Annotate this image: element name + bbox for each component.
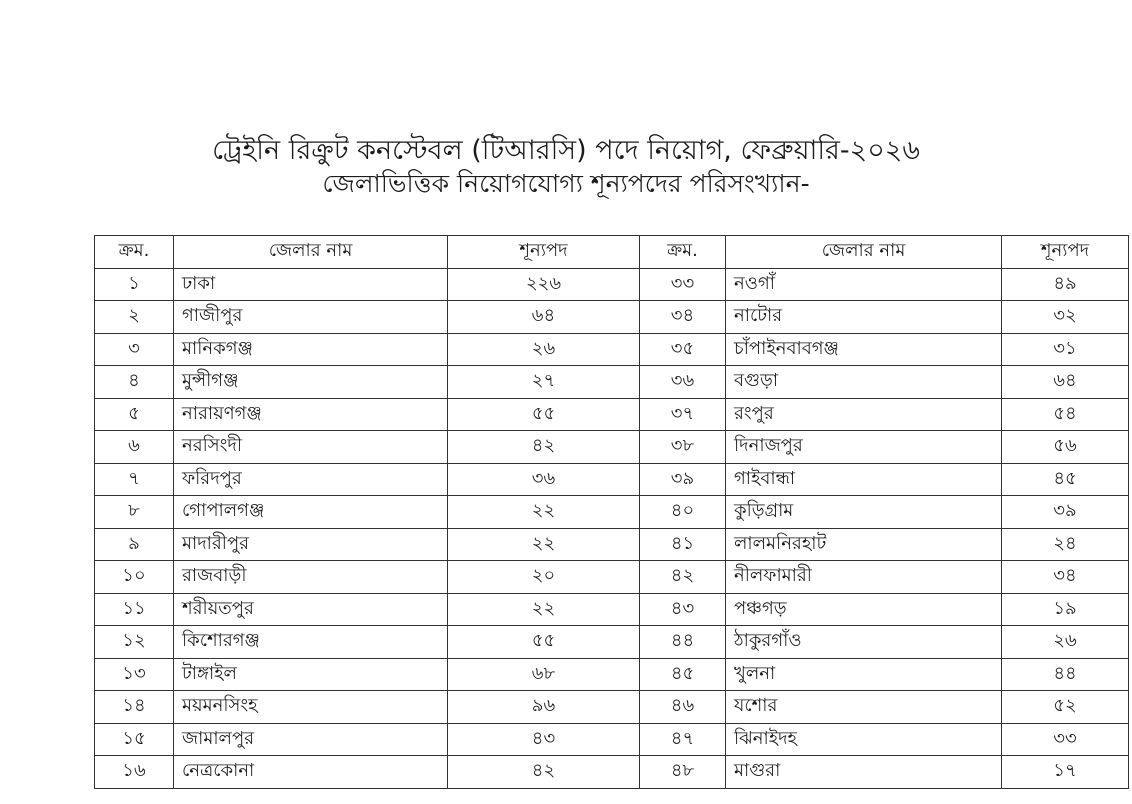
serial-cell: ৬	[95, 431, 174, 464]
vacancy-cell: ৪২	[448, 431, 640, 464]
table-body	[95, 268, 1129, 788]
serial-cell: ৩৩	[640, 268, 726, 301]
district-cell: দিনাজপুর	[726, 431, 1002, 464]
header-district-left: জেলার নাম	[174, 236, 448, 269]
serial-cell: ১৬	[95, 756, 174, 789]
serial-cell: ৪৩	[640, 593, 726, 626]
vacancy-cell: ৬৪	[448, 301, 640, 334]
serial-cell: ৯	[95, 528, 174, 561]
serial-cell: ৪১	[640, 528, 726, 561]
vacancy-cell: ২২	[448, 593, 640, 626]
vacancy-cell: ৪২	[448, 756, 640, 789]
serial-cell: ১৪	[95, 691, 174, 724]
district-cell: নওগাঁ	[726, 268, 1002, 301]
serial-cell: ১০	[95, 561, 174, 594]
serial-cell: ৪৫	[640, 658, 726, 691]
vacancy-cell: ৫৫	[448, 398, 640, 431]
table-row	[95, 268, 1129, 301]
vacancy-cell: ৫৫	[448, 626, 640, 659]
table-row	[95, 496, 1129, 529]
header-district-right: জেলার নাম	[726, 236, 1002, 269]
serial-cell: ৪০	[640, 496, 726, 529]
district-cell: মাগুরা	[726, 756, 1002, 789]
serial-cell: ৪৮	[640, 756, 726, 789]
serial-cell: ৩৮	[640, 431, 726, 464]
serial-cell: ৩৯	[640, 463, 726, 496]
district-cell: নেত্রকোনা	[174, 756, 448, 789]
vacancy-cell: ৪৯	[1002, 268, 1129, 301]
serial-cell: ২	[95, 301, 174, 334]
serial-cell: ১	[95, 268, 174, 301]
serial-cell: ৩৪	[640, 301, 726, 334]
district-cell: গোপালগঞ্জ	[174, 496, 448, 529]
vacancy-cell: ৯৬	[448, 691, 640, 724]
vacancy-cell: ৩৩	[1002, 723, 1129, 756]
district-cell: নীলফামারী	[726, 561, 1002, 594]
district-cell: কুড়িগ্রাম	[726, 496, 1002, 529]
vacancy-cell: ২২	[448, 528, 640, 561]
serial-cell: ৪	[95, 366, 174, 399]
vacancy-cell: ৩১	[1002, 333, 1129, 366]
district-cell: মুন্সীগঞ্জ	[174, 366, 448, 399]
district-cell: ঠাকুরগাঁও	[726, 626, 1002, 659]
vacancy-cell: ১৯	[1002, 593, 1129, 626]
district-cell: নারায়ণগঞ্জ	[174, 398, 448, 431]
serial-cell: ৮	[95, 496, 174, 529]
serial-cell: ১৫	[95, 723, 174, 756]
header-serial-right: ক্রম.	[640, 236, 726, 269]
serial-cell: ১৩	[95, 658, 174, 691]
serial-cell: ৪২	[640, 561, 726, 594]
district-cell: শরীয়তপুর	[174, 593, 448, 626]
table-row	[95, 398, 1129, 431]
district-cell: গাইবান্ধা	[726, 463, 1002, 496]
serial-cell: ৩৫	[640, 333, 726, 366]
district-cell: ময়মনসিংহ	[174, 691, 448, 724]
table-row	[95, 333, 1129, 366]
vacancy-cell: ৬৪	[1002, 366, 1129, 399]
vacancy-cell: ৫৬	[1002, 431, 1129, 464]
vacancy-cell: ৩৪	[1002, 561, 1129, 594]
serial-cell: ৭	[95, 463, 174, 496]
district-cell: মাদারীপুর	[174, 528, 448, 561]
vacancy-cell: ২৬	[1002, 626, 1129, 659]
table-row	[95, 366, 1129, 399]
vacancy-cell: ৪৪	[1002, 658, 1129, 691]
vacancy-cell: ৪৩	[448, 723, 640, 756]
table-row	[95, 691, 1129, 724]
table-row	[95, 756, 1129, 789]
serial-cell: ৪৬	[640, 691, 726, 724]
table-row	[95, 658, 1129, 691]
document-heading	[0, 134, 1132, 200]
table-row	[95, 561, 1129, 594]
table-row	[95, 723, 1129, 756]
table-row	[95, 431, 1129, 464]
vacancy-table	[94, 235, 1129, 789]
serial-cell: ১২	[95, 626, 174, 659]
district-cell: নরসিংদী	[174, 431, 448, 464]
header-vacancy-right: শূন্যপদ	[1002, 236, 1129, 269]
vacancy-cell: ২০	[448, 561, 640, 594]
serial-cell: ৩	[95, 333, 174, 366]
vacancy-cell: ৩৬	[448, 463, 640, 496]
district-cell: টাঙ্গাইল	[174, 658, 448, 691]
district-cell: গাজীপুর	[174, 301, 448, 334]
document-title: ট্রেইনি রিক্রুট কনস্টেবল (টিআরসি) পদে নিয়োগ, ফেব্রুয়ারি-২০২৬	[212, 135, 920, 166]
vacancy-cell: ২৬	[448, 333, 640, 366]
district-cell: লালমনিরহাট	[726, 528, 1002, 561]
district-cell: ফরিদপুর	[174, 463, 448, 496]
vacancy-cell: ৪৫	[1002, 463, 1129, 496]
table-row	[95, 593, 1129, 626]
serial-cell: ৩৭	[640, 398, 726, 431]
district-cell: রাজবাড়ী	[174, 561, 448, 594]
document-subtitle: জেলাভিত্তিক নিয়োগযোগ্য শূন্যপদের পরিসংখ্যান-	[322, 169, 810, 198]
serial-cell: ১১	[95, 593, 174, 626]
vacancy-cell: ৩২	[1002, 301, 1129, 334]
district-cell: খুলনা	[726, 658, 1002, 691]
header-vacancy-left: শূন্যপদ	[448, 236, 640, 269]
vacancy-cell: ২২	[448, 496, 640, 529]
district-cell: নাটোর	[726, 301, 1002, 334]
vacancy-cell: ২৭	[448, 366, 640, 399]
vacancy-cell: ৩৯	[1002, 496, 1129, 529]
district-cell: বগুড়া	[726, 366, 1002, 399]
header-serial-left: ক্রম.	[95, 236, 174, 269]
district-cell: যশোর	[726, 691, 1002, 724]
vacancy-cell: ৫৪	[1002, 398, 1129, 431]
table-header-row	[95, 236, 1129, 269]
district-cell: মানিকগঞ্জ	[174, 333, 448, 366]
district-cell: জামালপুর	[174, 723, 448, 756]
serial-cell: ৪৪	[640, 626, 726, 659]
table-row	[95, 528, 1129, 561]
serial-cell: ৪৭	[640, 723, 726, 756]
serial-cell: ৫	[95, 398, 174, 431]
district-cell: পঞ্চগড়	[726, 593, 1002, 626]
serial-cell: ৩৬	[640, 366, 726, 399]
district-cell: ঢাকা	[174, 268, 448, 301]
district-cell: ঝিনাইদহ	[726, 723, 1002, 756]
district-cell: চাঁপাইনবাবগঞ্জ	[726, 333, 1002, 366]
district-cell: কিশোরগঞ্জ	[174, 626, 448, 659]
vacancy-cell: ২২৬	[448, 268, 640, 301]
district-cell: রংপুর	[726, 398, 1002, 431]
vacancy-cell: ১৭	[1002, 756, 1129, 789]
table-row	[95, 463, 1129, 496]
vacancy-cell: ৬৮	[448, 658, 640, 691]
table-row	[95, 626, 1129, 659]
vacancy-cell: ২৪	[1002, 528, 1129, 561]
vacancy-cell: ৫২	[1002, 691, 1129, 724]
table-row	[95, 301, 1129, 334]
